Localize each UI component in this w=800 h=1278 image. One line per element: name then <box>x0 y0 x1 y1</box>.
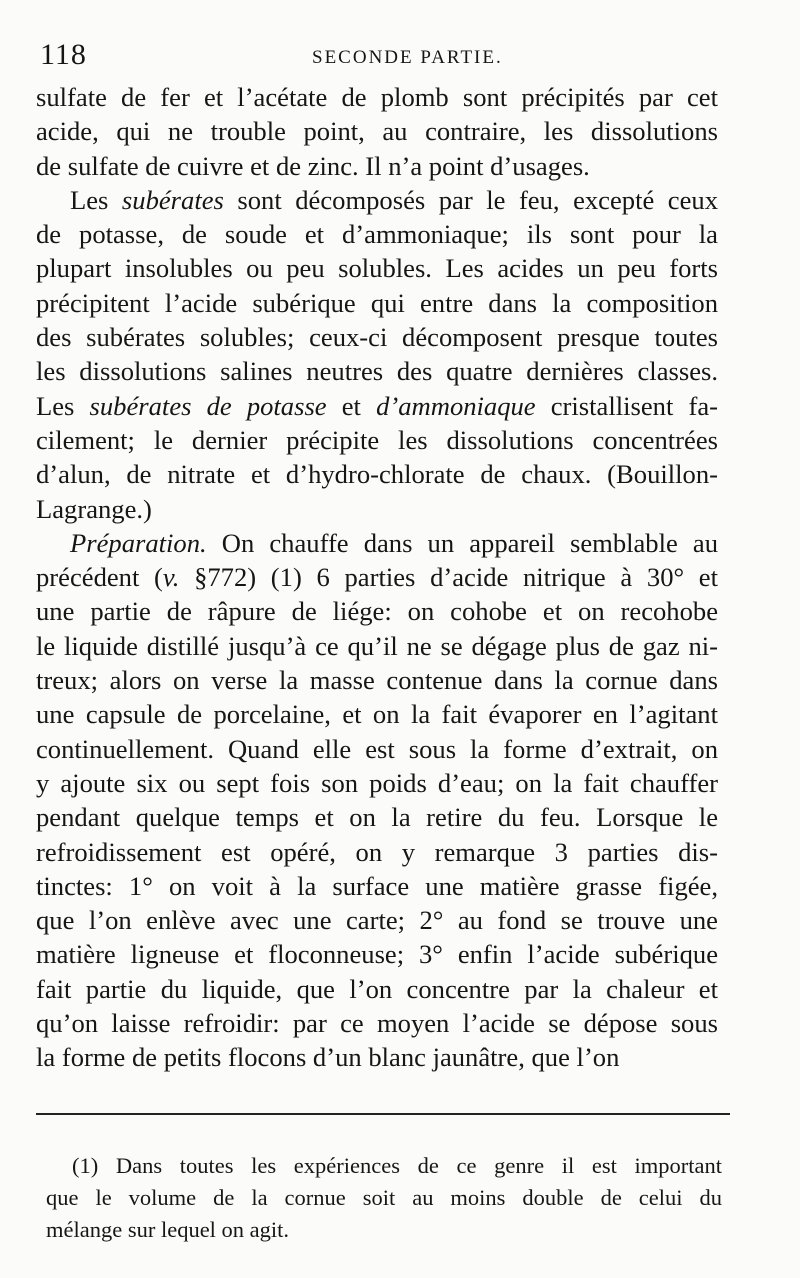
body-line: treux; alors on verse la masse contenue dans la cornue dans <box>36 665 718 696</box>
body-line: plupart insolubles ou peu solubles. Les acides un peu forts <box>36 253 718 284</box>
body-line: Les subérates sont décomposés par le feu, excepté ceux <box>70 184 718 215</box>
body-line: une partie de râpure de liége: on cohobe et on recohobe <box>36 596 718 627</box>
body-line: acide, qui ne trouble point, au contraire, les dissolutions <box>36 116 718 147</box>
body-line: continuellement. Quand elle est sous la forme d’extrait, on <box>36 733 718 764</box>
body-line: des subérates solubles; ceux-ci décomposent presque toutes <box>36 322 718 353</box>
body-line: cilement; le dernier précipite les dissolutions concentrées <box>36 424 718 455</box>
body-line: qu’on laisse refroidir: par ce moyen l’acide se dépose sous <box>36 1008 718 1039</box>
body-line: fait partie du liquide, que l’on concentre par la chaleur et <box>36 973 718 1004</box>
body-line: refroidissement est opéré, on y remarque 3 parties dis- <box>36 836 718 867</box>
body-line: les dissolutions salines neutres des quatre dernières classes. <box>36 356 718 387</box>
body-line: y ajoute six ou sept fois son poids d’eau; on la fait chauffer <box>36 767 718 798</box>
body-line: tinctes: 1° on voit à la surface une matière grasse figée, <box>36 870 718 901</box>
page-header <box>40 38 740 78</box>
body-line: Les subérates de potasse et d’ammoniaque cristallisent fa- <box>36 390 718 421</box>
body-line: de potasse, de soude et d’ammoniaque; ils sont pour la <box>36 219 718 250</box>
body-line: une capsule de porcelaine, et on la fait évaporer en l’agitant <box>36 699 718 730</box>
footnote-line: mélange sur lequel on agit. <box>46 1217 290 1242</box>
body-line: précédent (v. §772) (1) 6 parties d’acide nitrique à 30° et <box>36 562 719 593</box>
body-line: d’alun, de nitrate et d’hydro-chlorate de chaux. (Bouillon- <box>36 459 718 490</box>
body-line: de sulfate de cuivre et de zinc. Il n’a point d’usages. <box>36 150 590 181</box>
body-line: le liquide distillé jusqu’à ce qu’il ne se dégage plus de gaz ni- <box>36 630 718 661</box>
body-line: que l’on enlève avec une carte; 2° au fond se trouve une <box>36 905 718 936</box>
footnote-rule <box>36 1113 730 1115</box>
body-text <box>36 80 718 1075</box>
running-head: SECONDE PARTIE. <box>312 47 503 68</box>
body-line: pendant quelque temps et on la retire du feu. Lorsque le <box>36 802 718 833</box>
body-line: sulfate de fer et l’acétate de plomb sont précipités par cet <box>36 82 718 112</box>
footnote-line: (1) Dans toutes les expériences de ce genre il est important <box>72 1153 722 1178</box>
footnote-line: que le volume de la cornue soit au moins double de celui du <box>46 1185 722 1210</box>
body-line: Préparation. On chauffe dans un appareil semblable au <box>70 527 718 558</box>
page-number: 118 <box>40 38 87 71</box>
footnote <box>46 1150 722 1246</box>
body-line: matière ligneuse et floconneuse; 3° enfin l’acide subérique <box>36 939 718 970</box>
body-line: précipitent l’acide subérique qui entre dans la composition <box>36 287 718 318</box>
body-line: la forme de petits flocons d’un blanc jaunâtre, que l’on <box>36 1042 620 1073</box>
body-line: Lagrange.) <box>36 493 152 524</box>
